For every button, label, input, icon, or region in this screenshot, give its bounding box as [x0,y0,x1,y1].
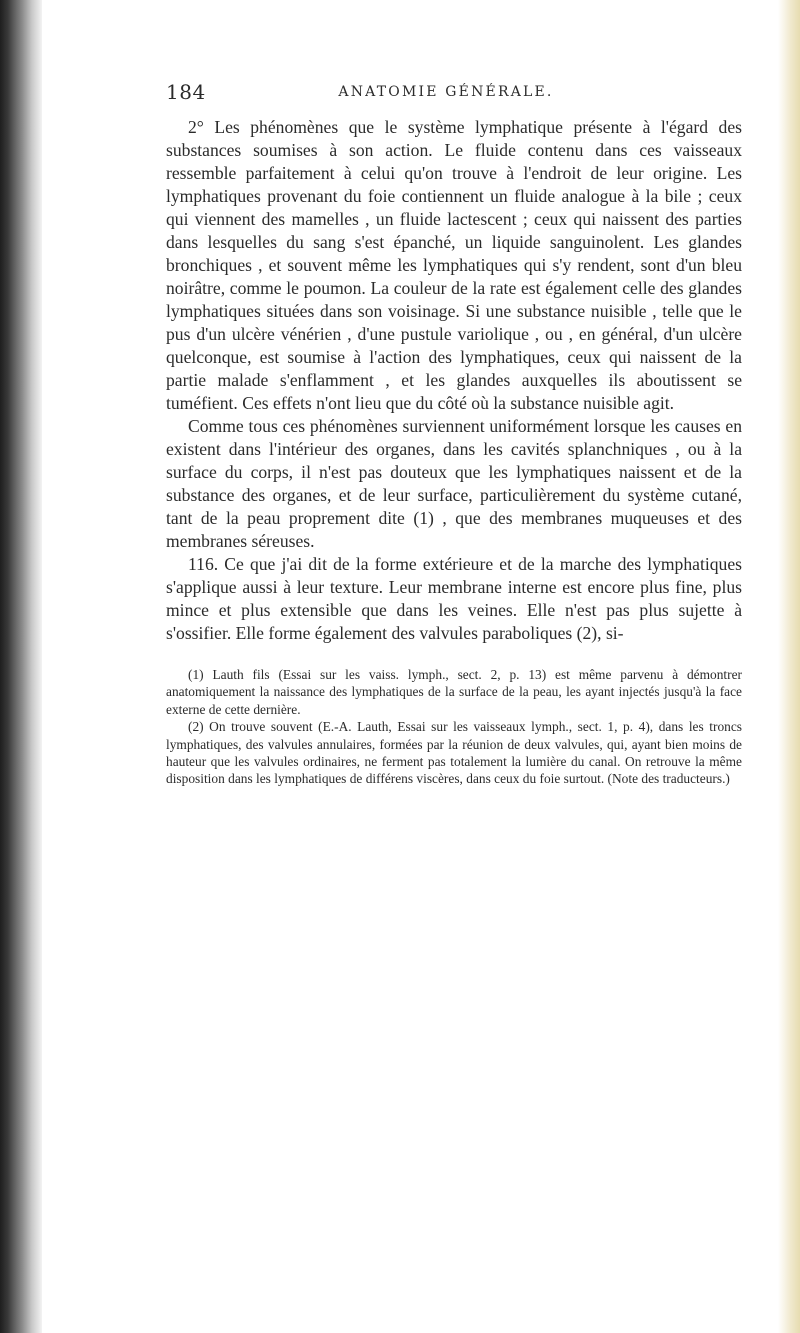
page-number: 184 [166,80,206,104]
paragraph-lymphatic-phenomena: 2° Les phénomènes que le système lymphatique présente à l'égard des substances soumises à son action. Le fluide contenu dans ces vaisseaux ressemble parfaitement à celui qu'on trouve à l'endroit de leur origine. Les lymphatiques provenant du foie contiennent un fluide analogue à la bile ; ceux qui viennent des mamelles , un fluide lactescent ; ceux qui naissent des parties dans lesquelles du sang s'est épanché, un liquide sanguinolent. Les glandes bronchiques , et souvent même les lymphatiques qui s'y rendent, sont d'un bleu noirâtre, comme le poumon. La couleur de la rate est également celle des glandes lymphatiques situées dans son voisinage. Si une substance nuisible , telle que le pus d'un ulcère vénérien , d'une pustule variolique , ou , en général, d'un ulcère quelconque, est soumise à l'action des lymphatiques, ceux qui naissent de la partie malade s'enflamment , et les glandes auxquelles ils aboutissent se tuméfient. Ces effets n'ont lieu que du côté où la substance nuisible agit. [166,117,742,413]
footnote-1: (1) Lauth fils (Essai sur les vaiss. lymph., sect. 2, p. 13) est même parvenu à démontrer anatomiquement la naissance des lymphatiques de la surface de la peau, les ayant injectés jusqu'à la face externe de cette dernière. [166,667,742,717]
footnotes [166,666,742,788]
footnote-2: (2) On trouve souvent (E.-A. Lauth, Essai sur les vaisseaux lymph., sect. 1, p. 4), dans les troncs lymphatiques, des valvules annulaires, formées par la réunion de deux valvules, qui, ayant bien moins de hauteur que les valvules ordinaires, ne ferment pas totalement la lumière du canal. On retrouve la même disposition dans les lymphatiques de différens viscères, dans ceux du foie surtout. (Note des traducteurs.) [166,719,742,787]
running-head [166,80,742,106]
main-text [166,116,742,645]
page-edge [778,0,800,1333]
book-binding-shadow [0,0,42,1333]
book-page [166,80,742,788]
running-title: ANATOMIE GÉNÉRALE. [338,84,554,100]
paragraph-116-texture: 116. Ce que j'ai dit de la forme extérieure et de la marche des lymphatiques s'applique aussi à leur texture. Leur membrane interne est encore plus fine, plus mince et plus extensible que dans les veines. Elle n'est pas plus sujette à s'ossifier. Elle forme également des valvules paraboliques (2), si- [166,554,742,643]
paragraph-origin-of-lymphatics: Comme tous ces phénomènes surviennent uniformément lorsque les causes en existent dans l'intérieur des organes, dans les cavités splanchniques , ou à la surface du corps, il n'est pas douteux que les lymphatiques naissent et de la substance des organes, et de leur surface, particulièrement du système cutané, tant de la peau proprement dite (1) , que des membranes muqueuses et des membranes séreuses. [166,416,742,551]
